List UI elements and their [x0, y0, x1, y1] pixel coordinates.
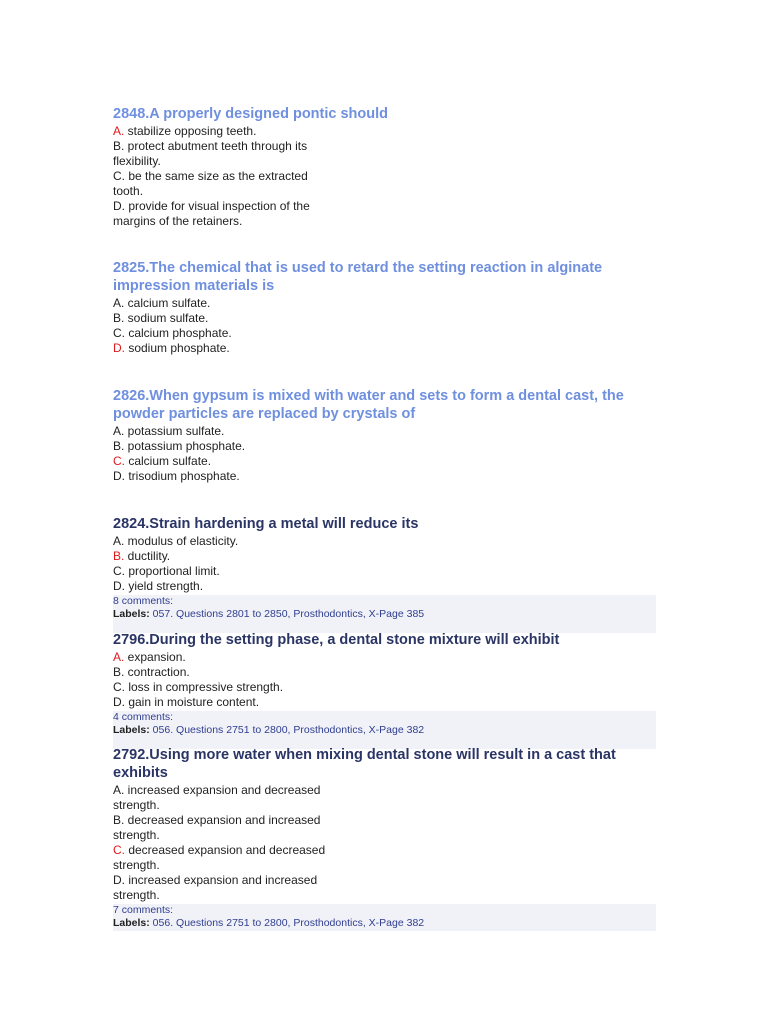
answer-option — [113, 813, 343, 843]
labels-links[interactable]: 056. Questions 2751 to 2800, Prosthodontics, X-Page 382 — [149, 723, 425, 736]
answer-option — [113, 326, 658, 341]
option-text: potassium phosphate. — [124, 439, 246, 453]
post-footer — [113, 595, 656, 633]
option-letter: B. — [113, 813, 125, 827]
answer-option — [113, 139, 328, 169]
option-text: trisodium phosphate. — [125, 469, 240, 483]
answer-option — [113, 439, 658, 454]
option-letter: D. — [113, 579, 125, 593]
option-letter: C. — [113, 564, 125, 578]
option-letter: A. — [113, 124, 125, 138]
option-letter: A. — [113, 783, 125, 797]
answer-option — [113, 311, 658, 326]
option-letter: B. — [113, 665, 125, 679]
question-block — [113, 105, 658, 229]
option-text: be the same size as the extracted tooth. — [113, 169, 308, 198]
answer-option — [113, 454, 658, 469]
answer-option — [113, 341, 658, 356]
option-text: decreased expansion and decreased strength. — [113, 843, 326, 872]
answer-option — [113, 169, 328, 199]
answer-option — [113, 199, 328, 229]
answer-option — [113, 424, 658, 439]
option-text: potassium sulfate. — [124, 424, 225, 438]
answer-option — [113, 124, 328, 139]
labels-line — [113, 608, 656, 621]
question-block — [113, 515, 658, 633]
answer-option — [113, 665, 658, 680]
answer-option — [113, 873, 343, 903]
question-title: 2825.The chemical that is used to retard the setting reaction in alginate impression materials is — [113, 260, 603, 294]
labels-line — [113, 917, 656, 930]
option-text: increased expansion and increased strength. — [113, 873, 318, 902]
option-text: decreased expansion and increased strength. — [113, 813, 321, 842]
comments-link[interactable]: 7 comments: — [113, 904, 174, 916]
option-letter: D. — [113, 873, 125, 887]
answer-option — [113, 843, 343, 873]
option-letter: A. — [113, 296, 125, 310]
option-letter: C. — [113, 680, 125, 694]
option-text: calcium sulfate. — [124, 296, 211, 310]
option-letter: C. — [113, 843, 125, 857]
answer-option — [113, 680, 658, 695]
answer-option — [113, 534, 658, 549]
answer-option — [113, 549, 658, 564]
question-title: 2792.Using more water when mixing dental stone will result in a cast that exhibits — [113, 747, 616, 781]
labels-prefix: Labels: — [113, 607, 150, 620]
labels-links[interactable]: 057. Questions 2801 to 2850, Prosthodontics, X-Page 385 — [149, 607, 425, 620]
option-text: increased expansion and decreased strength. — [113, 783, 321, 812]
option-text: modulus of elasticity. — [124, 534, 239, 548]
option-text: loss in compressive strength. — [125, 680, 284, 694]
answer-option — [113, 783, 343, 813]
option-text: sodium phosphate. — [125, 341, 230, 355]
post-footer — [113, 904, 656, 931]
option-letter: C. — [113, 169, 125, 183]
option-letter: D. — [113, 695, 125, 709]
answer-option — [113, 469, 658, 484]
option-text: protect abutment teeth through its flexibility. — [113, 139, 308, 168]
option-letter: A. — [113, 424, 125, 438]
question-title: 2848.A properly designed pontic should — [113, 106, 389, 122]
option-letter: D. — [113, 341, 125, 355]
option-text: proportional limit. — [125, 564, 220, 578]
option-letter: A. — [113, 534, 125, 548]
option-letter: B. — [113, 139, 125, 153]
comments-link[interactable]: 4 comments: — [113, 711, 174, 723]
answer-option — [113, 296, 658, 311]
option-letter: B. — [113, 311, 125, 325]
question-block — [113, 746, 658, 931]
answer-option — [113, 650, 658, 665]
option-text: stabilize opposing teeth. — [124, 124, 257, 138]
option-letter: B. — [113, 549, 125, 563]
option-letter: A. — [113, 650, 125, 664]
option-text: expansion. — [124, 650, 186, 664]
question-block — [113, 387, 658, 484]
question-block — [113, 259, 658, 356]
labels-links[interactable]: 056. Questions 2751 to 2800, Prosthodontics, X-Page 382 — [149, 916, 425, 929]
labels-prefix: Labels: — [113, 723, 150, 736]
option-text: calcium sulfate. — [125, 454, 212, 468]
option-letter: C. — [113, 454, 125, 468]
answer-option — [113, 695, 658, 710]
option-text: contraction. — [124, 665, 190, 679]
option-text: ductility. — [124, 549, 171, 563]
option-letter: D. — [113, 469, 125, 483]
answer-option — [113, 579, 658, 594]
option-text: provide for visual inspection of the margins of the retainers. — [113, 199, 310, 228]
question-title: 2826.When gypsum is mixed with water and sets to form a dental cast, the powder particles are replaced by crystals of — [113, 388, 624, 422]
option-text: sodium sulfate. — [124, 311, 209, 325]
option-letter: D. — [113, 199, 125, 213]
option-letter: B. — [113, 439, 125, 453]
answer-option — [113, 564, 658, 579]
labels-prefix: Labels: — [113, 916, 150, 929]
comments-link[interactable]: 8 comments: — [113, 595, 174, 607]
option-text: yield strength. — [125, 579, 204, 593]
question-title: 2824.Strain hardening a metal will reduce its — [113, 516, 419, 532]
option-text: gain in moisture content. — [125, 695, 260, 709]
question-block — [113, 631, 658, 749]
labels-line — [113, 724, 656, 737]
option-text: calcium phosphate. — [125, 326, 232, 340]
question-title: 2796.During the setting phase, a dental stone mixture will exhibit — [113, 632, 560, 648]
option-letter: C. — [113, 326, 125, 340]
post-footer — [113, 711, 656, 749]
